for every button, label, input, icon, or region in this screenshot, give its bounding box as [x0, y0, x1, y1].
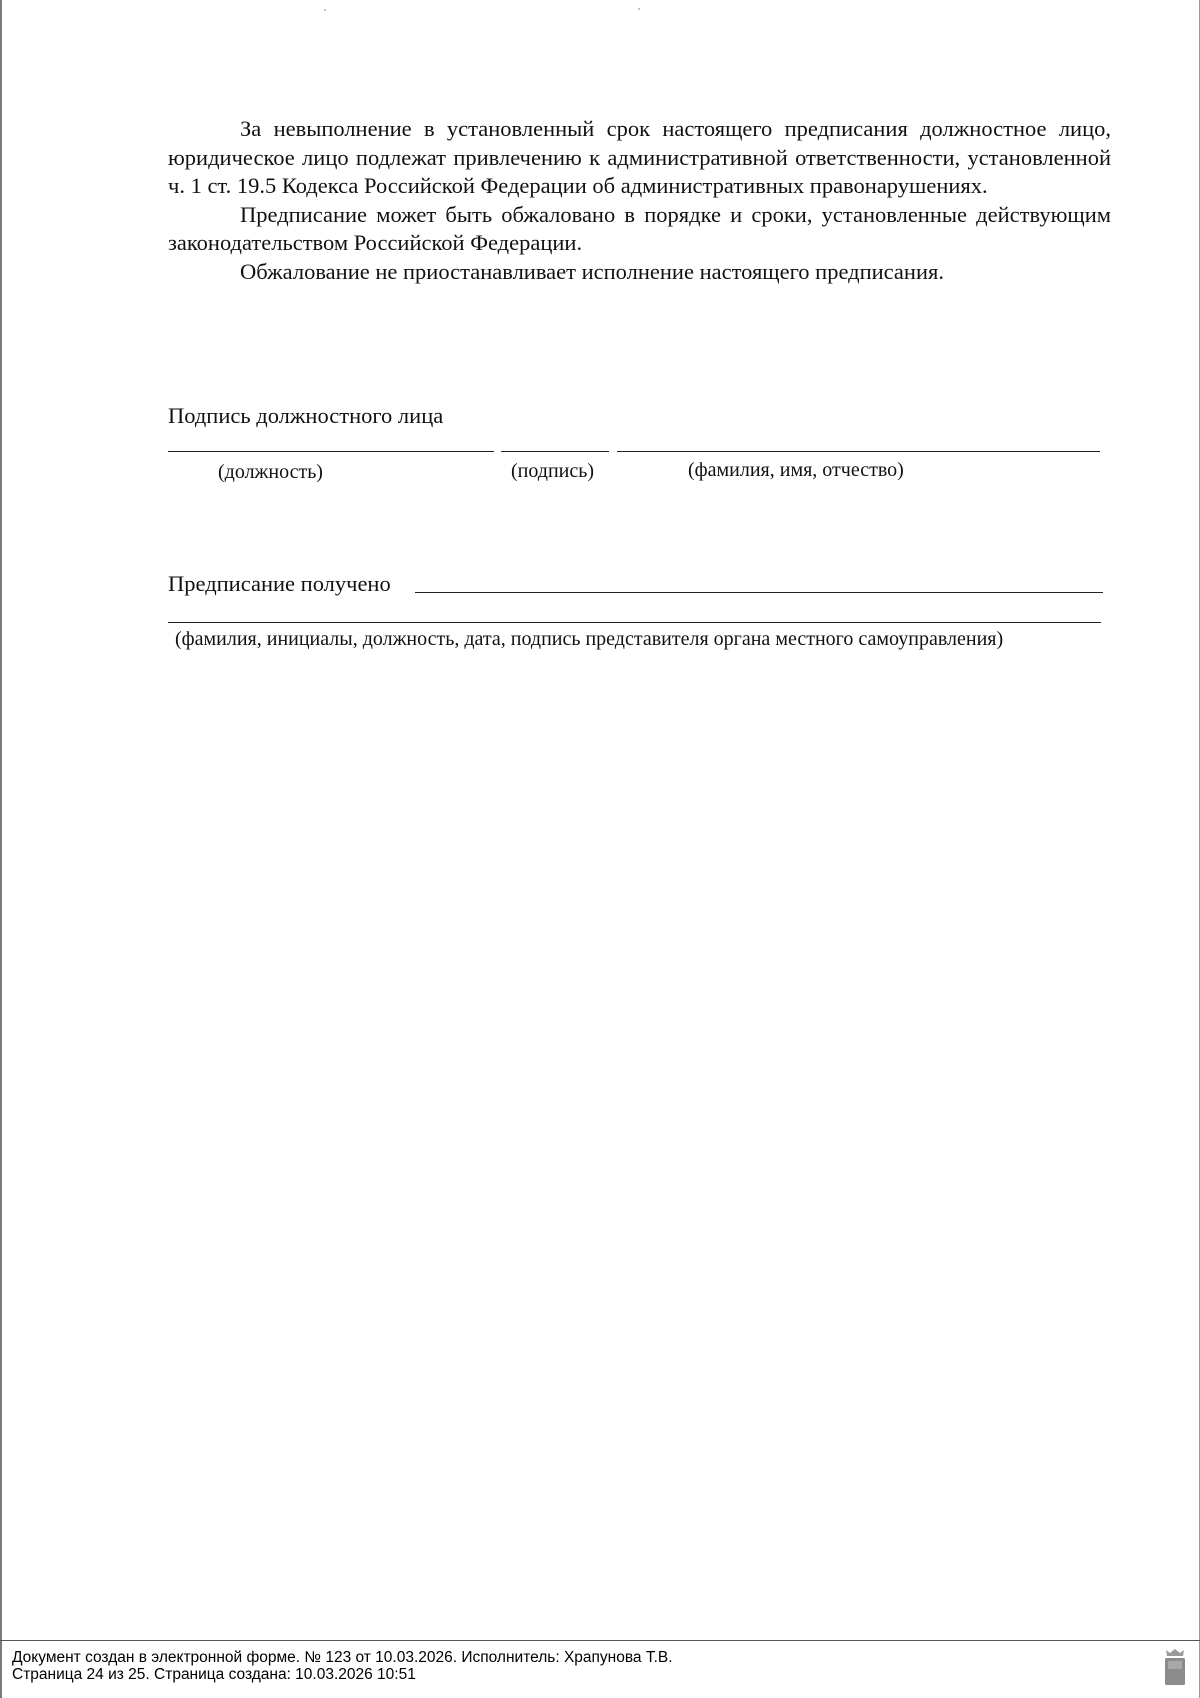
- paragraph-appeal: Предписание может быть обжаловано в порядке и сроки, установленные действующим законодательством Российской Федерации.: [168, 201, 1111, 255]
- footer: [12, 1649, 673, 1683]
- position-line: [168, 451, 494, 452]
- coat-of-arms-icon: [1162, 1647, 1188, 1687]
- footer-divider: [0, 1640, 1200, 1641]
- scan-speck: [324, 9, 326, 11]
- caption-full-name: (фамилия, имя, отчество): [688, 459, 904, 481]
- caption-received: (фамилия, инициалы, должность, дата, подпись представителя органа местного самоуправления): [175, 628, 1004, 650]
- scan-speck: [638, 8, 640, 10]
- full-name-line: [617, 451, 1100, 452]
- caption-signature: (подпись): [511, 460, 595, 482]
- document-body: [168, 115, 1111, 286]
- footer-document-info: Документ создан в электронной форме. № 123 от 10.03.2026. Исполнитель: Храпунова Т.В.: [12, 1649, 673, 1666]
- caption-position: (должность): [218, 461, 323, 483]
- received-line: [415, 592, 1103, 593]
- received-label: Предписание получено: [168, 571, 391, 596]
- paragraph-appeal-effect: Обжалование не приостанавливает исполнение настоящего предписания.: [240, 258, 944, 284]
- signature-title: Подпись должностного лица: [168, 403, 444, 428]
- footer-page-info: Страница 24 из 25. Страница создана: 10.03.2026 10:51: [12, 1666, 416, 1683]
- paragraph-liability: За невыполнение в установленный срок настоящего предписания должностное лицо, юридическое лицо подлежат привлечению к административной ответственности, установленной ч. 1 ст. 19.5 Кодекса Российской Федерации об административных правонарушениях.: [168, 116, 1111, 198]
- signature-line: [501, 451, 609, 452]
- received-second-line: [168, 622, 1101, 623]
- page-left-edge: [0, 0, 2, 1698]
